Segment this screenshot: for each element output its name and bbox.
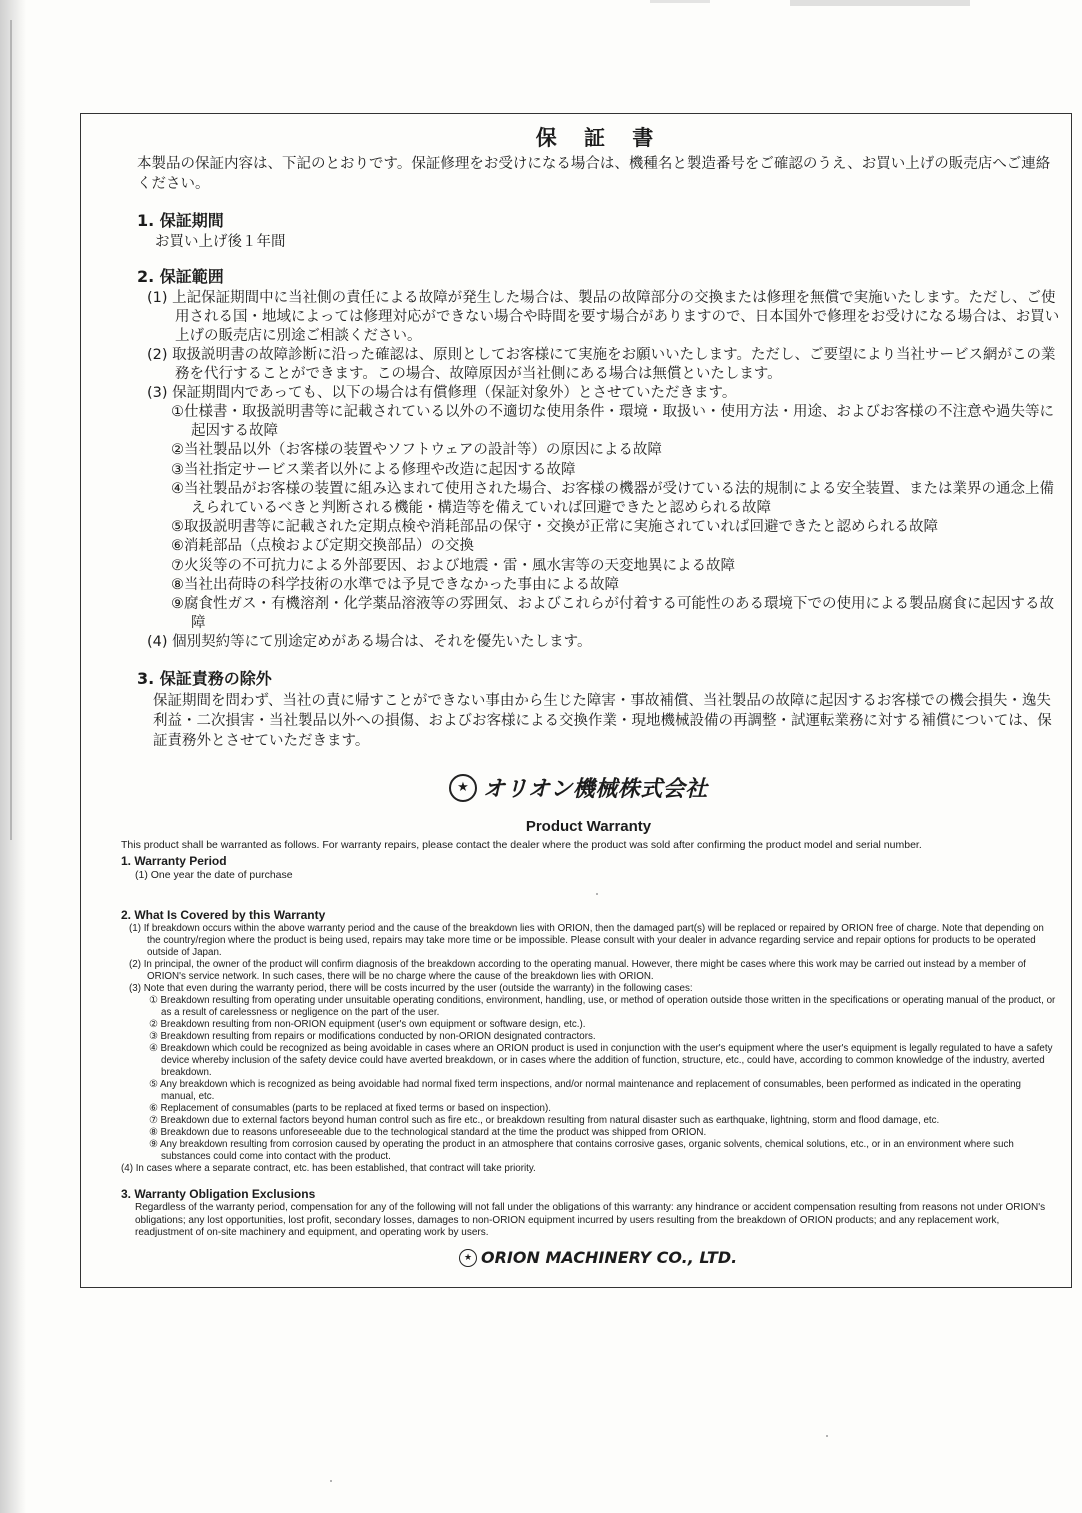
en-sub-item: ② Breakdown resulting from non-ORION equipment (user's own equipment or software design, etc.). [149,1019,586,1030]
jp-sub-item: ⑧当社出荷時の科学技術の水準では予見できなかった事由による故障 [171,576,619,593]
jp-sub-item: ②当社製品以外（お客様の装置やソフトウェアの設計等）の原因による故障 [171,442,662,459]
speck [826,1435,828,1437]
en-company-name: ORION MACHINERY CO., LTD. [481,1248,738,1267]
jp-sub-item: ④当社製品がお客様の装置に組み込まれて使用された場合、お客様の機器が受けている法的規制による安全装置、または業界の通念上備えられているべきと判断される機能・構造等を備えていれば回避できたと認められる故障 [171,480,1054,517]
jp-sec2-heading: 2. 保証範囲 [137,267,224,286]
english-warranty [121,818,1056,1248]
jp-sub-item: ⑨腐食性ガス・有機溶剤・化学薬品溶液等の雰囲気、およびこれらが付着する可能性のある環境下での使用による製品腐食に起因する故障 [171,596,1054,632]
scan-smudge [790,0,970,6]
scan-edge-shadow [0,0,26,1513]
warranty-card [80,113,1072,1288]
en-intro: This product shall be warranted as follows. For warranty repairs, please contact the dealer where the product was sold after confirming the product model and serial number. [121,839,922,851]
en-sub-item: ③ Breakdown resulting from repairs or modifications conducted by non-ORION designated contractors. [149,1031,596,1042]
en-company-signature [459,1248,737,1267]
jp-sub-item: ⑤取扱説明書等に記載された定期点検や消耗部品の保守・交換が正常に実施されていれば回避できたと認められる故障 [171,519,938,536]
en-sec2-p4: (4) In cases where a separate contract, etc. has been established, that contract will take priority. [121,1163,536,1174]
jp-title: 保 証 書 [535,126,664,150]
jp-sub-item: ①仕様書・取扱説明書等に記載されている以外の不適切な使用条件・環境・取扱い・使用方法・用途、およびお客様の不注意や過失等に起因する故障 [171,404,1054,440]
en-sub-item: ① Breakdown resulting from operating under unsuitable operating conditions, environment, handling, use, or method of operation outside those written in the specifications or operating manual of the product, or as a result of carelessness or negligence on the part of the user. [149,995,1056,1018]
jp-sec1-text: お買い上げ後１年間 [155,234,286,250]
scan-edge-line [10,20,12,840]
orion-logo-icon: ★ [449,774,477,802]
en-sec1-heading: 1. Warranty Period [121,854,227,868]
jp-sub-item: ⑦火災等の不可抗力による外部要因、および地震・雷・風水害等の天変地異による故障 [171,557,735,574]
en-sec2-p2: (2) In principal, the owner of the product will confirm diagnosis of the breakdown according to the operating manual. However, there might be cases where this work may be carried out instead by a member of ORION's service network. In such cases, there will be no charge where the cause of the breakdown lies with ORION. [129,959,1026,982]
en-sec2-p1: (1) If breakdown occurs within the above warranty period and the cause of the breakdown lies with ORION, then the damaged part(s) will be replaced or repaired by ORION free of charge. Note that depending on the country/region where the product is being used, repairs may take more time or be impossible. Please consult with your dealer in advance regarding service and repair options for products to be operated outside of Japan. [129,923,1044,958]
en-sub-item: ⑨ Any breakdown resulting from corrosion caused by operating the product in an atmosphere that contains corrosive gases, organic solvents, chemical solutions, etc., or in an environment where such substances could come into contact with the product. [149,1139,1014,1162]
jp-intro: 本製品の保証内容は、下記のとおりです。保証修理をお受けになる場合は、機種名と製造番号をご確認のうえ、お買い上げの販売店へご連絡ください。 [137,156,1051,192]
en-sub-item: ⑥ Replacement of consumables (parts to be replaced at fixed terms or based on inspection). [149,1103,551,1114]
jp-sub-item: ③当社指定サービス業者以外による修理や改造に起因する故障 [171,461,576,478]
jp-sec2-p4: (4) 個別契約等にて別途定めがある場合は、それを優先いたします。 [147,634,592,651]
jp-company-name: オリオン機械株式会社 [483,777,708,802]
speck [330,1480,332,1482]
japanese-warranty [137,122,1062,757]
jp-sub-item: ⑥消耗部品（点検および定期交換部品）の交換 [171,538,474,555]
en-sec2-heading: 2. What Is Covered by this Warranty [121,908,326,922]
en-sub-item: ④ Breakdown which could be recognized as being avoidable in cases where an ORION product is used in conjunction with the user's equipment where the user's equipment is legally regulated to have a safety device whereby inclusion of the safety device could have averted breakdown, or in cases where the addition of function, structure, etc., could have, according to common knowledge of the industry, averted breakdown. [149,1043,1053,1078]
en-sec2-p3: (3) Note that even during the warranty period, there will be costs incurred by the user (outside the warranty) in the following cases: [129,983,693,994]
en-sub-item: ⑦ Breakdown due to external factors beyond human control such as fire etc., or breakdown resulting from natural disaster such as earthquake, lightning, storm and flood damage, etc. [149,1115,940,1126]
jp-sec3-heading: 3. 保証責務の除外 [137,669,272,689]
jp-sec2-p3: (3) 保証期間内であっても、以下の場合は有償修理（保証対象外）とさせていただきます。 [147,385,737,401]
orion-logo-icon: ★ [459,1249,477,1267]
en-title: Product Warranty [525,818,652,835]
jp-company-signature [449,772,708,803]
en-sub-item: ⑧ Breakdown due to reasons unforeseeable due to the technological standard at the time the product was shipped from ORION. [149,1127,707,1138]
jp-sec2-p2: (2) 取扱説明書の故障診断に沿った確認は、原則としてお客様にて実施をお願いいたします。ただし、ご要望により当社サービス網がこの業務を代行することができます。この場合、故障原因が当社側にある場合は無償といたします。 [147,347,1056,382]
en-sec3-text: Regardless of the warranty period, compensation for any of the following will not fall under the obligations of this warranty: any hindrance or accident compensation resulting from reasons not under ORION's obligations; any lost opportunities, lost profit, secondary losses, damages to non-ORION equipment incurred by users resulting from the breakdown of ORION products; and any replacement work, readjustment of on-site machinery and equipment, and operating work by users. [135,1202,1046,1238]
jp-sec1-heading: 1. 保証期間 [137,211,224,230]
scan-smudge [650,0,710,3]
en-sub-item: ⑤ Any breakdown which is recognized as being avoidable had normal fixed term inspections, and/or normal maintenance and replacement of consumables, been performed as indicated in the operating manual, etc. [149,1079,1021,1102]
en-sec1-text: (1) One year the date of purchase [135,869,293,881]
en-sec3-heading: 3. Warranty Obligation Exclusions [121,1187,316,1201]
jp-sec2-p1: (1) 上記保証期間中に当社側の責任による故障が発生した場合は、製品の故障部分の交換または修理を無償で実施いたします。ただし、ご使用される国・地域によっては修理対応ができない場合や時間を要す場合がありますので、日本国外で修理をお受けになる場合は、お買い上げの販売店に別途ご相談ください。 [147,290,1060,344]
jp-sec3-text: 保証期間を問わず、当社の責に帰すことができない事由から生じた障害・事故補償、当社製品の故障に起因するお客様での機会損失・逸失利益・二次損害・当社製品以外への損傷、およびお客様による交換作業・現地機械設備の再調整・試運転業務に対する補償については、保証責務外とさせていただきます。 [153,693,1052,750]
